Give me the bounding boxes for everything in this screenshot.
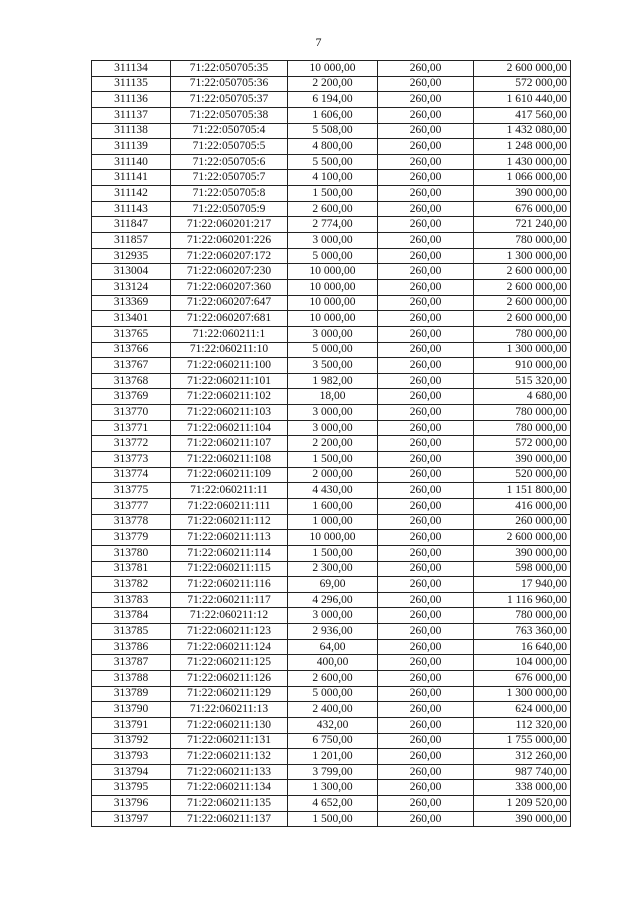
rate-cell: 260,00 (378, 702, 474, 718)
table-row (92, 389, 571, 405)
cadastral-number-cell: 71:22:050705:6 (171, 154, 288, 170)
table-row (92, 217, 571, 233)
rate-cell: 260,00 (378, 342, 474, 358)
record-id-cell: 313783 (92, 592, 171, 608)
cadastral-number-cell: 71:22:060211:133 (171, 764, 288, 780)
area-cell: 3 000,00 (288, 405, 378, 421)
cadastral-number-cell: 71:22:060207:230 (171, 264, 288, 280)
amount-cell: 987 740,00 (474, 764, 571, 780)
cadastral-number-cell: 71:22:060211:113 (171, 530, 288, 546)
rate-cell: 260,00 (378, 639, 474, 655)
table-row (92, 123, 571, 139)
cadastral-number-cell: 71:22:060211:134 (171, 780, 288, 796)
amount-cell: 1 432 080,00 (474, 123, 571, 139)
amount-cell: 416 000,00 (474, 498, 571, 514)
table-row (92, 420, 571, 436)
cadastral-number-cell: 71:22:060211:129 (171, 686, 288, 702)
area-cell: 4 800,00 (288, 139, 378, 155)
record-id-cell: 313772 (92, 436, 171, 452)
cadastral-number-cell: 71:22:060207:647 (171, 295, 288, 311)
table-row (92, 248, 571, 264)
area-cell: 10 000,00 (288, 311, 378, 327)
record-id-cell: 311847 (92, 217, 171, 233)
area-cell: 3 000,00 (288, 420, 378, 436)
amount-cell: 2 600 000,00 (474, 530, 571, 546)
amount-cell: 417 560,00 (474, 107, 571, 123)
area-cell: 1 000,00 (288, 514, 378, 530)
cadastral-number-cell: 71:22:060211:103 (171, 405, 288, 421)
record-id-cell: 313789 (92, 686, 171, 702)
table-row (92, 624, 571, 640)
record-id-cell: 313768 (92, 373, 171, 389)
table-row (92, 733, 571, 749)
table-row (92, 764, 571, 780)
record-id-cell: 313775 (92, 483, 171, 499)
area-cell: 2 400,00 (288, 702, 378, 718)
table-row (92, 796, 571, 812)
record-id-cell: 313779 (92, 530, 171, 546)
area-cell: 10 000,00 (288, 61, 378, 77)
cadastral-number-cell: 71:22:060211:101 (171, 373, 288, 389)
record-id-cell: 312935 (92, 248, 171, 264)
area-cell: 2 000,00 (288, 467, 378, 483)
rate-cell: 260,00 (378, 780, 474, 796)
table-row (92, 780, 571, 796)
amount-cell: 780 000,00 (474, 326, 571, 342)
record-id-cell: 313767 (92, 358, 171, 374)
table-row (92, 279, 571, 295)
area-cell: 2 200,00 (288, 436, 378, 452)
area-cell: 3 000,00 (288, 326, 378, 342)
area-cell: 2 936,00 (288, 624, 378, 640)
cadastral-number-cell: 71:22:060201:226 (171, 233, 288, 249)
record-id-cell: 313766 (92, 342, 171, 358)
amount-cell: 2 600 000,00 (474, 61, 571, 77)
area-cell: 3 000,00 (288, 608, 378, 624)
amount-cell: 676 000,00 (474, 670, 571, 686)
amount-cell: 1 430 000,00 (474, 154, 571, 170)
rate-cell: 260,00 (378, 107, 474, 123)
cadastral-number-cell: 71:22:060211:108 (171, 452, 288, 468)
area-cell: 1 606,00 (288, 107, 378, 123)
amount-cell: 520 000,00 (474, 467, 571, 483)
table-row (92, 201, 571, 217)
amount-cell: 1 300 000,00 (474, 342, 571, 358)
rate-cell: 260,00 (378, 686, 474, 702)
area-cell: 69,00 (288, 577, 378, 593)
record-id-cell: 311135 (92, 76, 171, 92)
table-row (92, 702, 571, 718)
table-row (92, 686, 571, 702)
record-id-cell: 311138 (92, 123, 171, 139)
record-id-cell: 313792 (92, 733, 171, 749)
record-id-cell: 313773 (92, 452, 171, 468)
table-row (92, 61, 571, 77)
cadastral-number-cell: 71:22:050705:7 (171, 170, 288, 186)
record-id-cell: 313769 (92, 389, 171, 405)
cadastral-number-cell: 71:22:060211:1 (171, 326, 288, 342)
rate-cell: 260,00 (378, 796, 474, 812)
cadastral-number-cell: 71:22:060211:12 (171, 608, 288, 624)
record-id-cell: 311143 (92, 201, 171, 217)
rate-cell: 260,00 (378, 295, 474, 311)
cadastral-number-cell: 71:22:060211:112 (171, 514, 288, 530)
amount-cell: 16 640,00 (474, 639, 571, 655)
area-cell: 10 000,00 (288, 530, 378, 546)
rate-cell: 260,00 (378, 624, 474, 640)
area-cell: 1 500,00 (288, 452, 378, 468)
table-row (92, 467, 571, 483)
record-id-cell: 313369 (92, 295, 171, 311)
rate-cell: 260,00 (378, 311, 474, 327)
table-row (92, 295, 571, 311)
table-row (92, 749, 571, 765)
table-row (92, 577, 571, 593)
area-cell: 6 750,00 (288, 733, 378, 749)
cadastral-number-cell: 71:22:060211:107 (171, 436, 288, 452)
cadastral-number-cell: 71:22:060211:114 (171, 545, 288, 561)
record-id-cell: 313780 (92, 545, 171, 561)
record-id-cell: 313793 (92, 749, 171, 765)
table-row (92, 655, 571, 671)
amount-cell: 2 600 000,00 (474, 295, 571, 311)
rate-cell: 260,00 (378, 749, 474, 765)
table-row (92, 639, 571, 655)
amount-cell: 624 000,00 (474, 702, 571, 718)
cadastral-number-cell: 71:22:060211:13 (171, 702, 288, 718)
rate-cell: 260,00 (378, 405, 474, 421)
cadastral-number-cell: 71:22:060211:115 (171, 561, 288, 577)
area-cell: 5 000,00 (288, 686, 378, 702)
rate-cell: 260,00 (378, 92, 474, 108)
land-registry-table (91, 60, 571, 827)
rate-cell: 260,00 (378, 764, 474, 780)
area-cell: 5 000,00 (288, 248, 378, 264)
cadastral-number-cell: 71:22:050705:8 (171, 186, 288, 202)
rate-cell: 260,00 (378, 170, 474, 186)
amount-cell: 676 000,00 (474, 201, 571, 217)
area-cell: 4 652,00 (288, 796, 378, 812)
area-cell: 1 982,00 (288, 373, 378, 389)
rate-cell: 260,00 (378, 420, 474, 436)
record-id-cell: 313784 (92, 608, 171, 624)
table-row (92, 498, 571, 514)
rate-cell: 260,00 (378, 217, 474, 233)
table-row (92, 264, 571, 280)
record-id-cell: 313797 (92, 811, 171, 827)
area-cell: 2 774,00 (288, 217, 378, 233)
area-cell: 5 500,00 (288, 154, 378, 170)
rate-cell: 260,00 (378, 514, 474, 530)
area-cell: 18,00 (288, 389, 378, 405)
area-cell: 432,00 (288, 717, 378, 733)
record-id-cell: 313787 (92, 655, 171, 671)
table-row (92, 608, 571, 624)
rate-cell: 260,00 (378, 608, 474, 624)
amount-cell: 390 000,00 (474, 452, 571, 468)
cadastral-number-cell: 71:22:050705:9 (171, 201, 288, 217)
area-cell: 10 000,00 (288, 264, 378, 280)
record-id-cell: 311137 (92, 107, 171, 123)
cadastral-number-cell: 71:22:060211:102 (171, 389, 288, 405)
record-id-cell: 313401 (92, 311, 171, 327)
table-row (92, 154, 571, 170)
rate-cell: 260,00 (378, 452, 474, 468)
cadastral-number-cell: 71:22:050705:5 (171, 139, 288, 155)
rate-cell: 260,00 (378, 655, 474, 671)
amount-cell: 1 209 520,00 (474, 796, 571, 812)
area-cell: 1 500,00 (288, 811, 378, 827)
record-id-cell: 313782 (92, 577, 171, 593)
cadastral-number-cell: 71:22:060211:135 (171, 796, 288, 812)
rate-cell: 260,00 (378, 264, 474, 280)
rate-cell: 260,00 (378, 670, 474, 686)
amount-cell: 1 755 000,00 (474, 733, 571, 749)
record-id-cell: 313781 (92, 561, 171, 577)
amount-cell: 390 000,00 (474, 186, 571, 202)
table-row (92, 358, 571, 374)
table-row (92, 405, 571, 421)
amount-cell: 572 000,00 (474, 436, 571, 452)
cadastral-number-cell: 71:22:060211:109 (171, 467, 288, 483)
rate-cell: 260,00 (378, 592, 474, 608)
record-id-cell: 313771 (92, 420, 171, 436)
cadastral-number-cell: 71:22:060211:104 (171, 420, 288, 436)
area-cell: 1 500,00 (288, 186, 378, 202)
cadastral-number-cell: 71:22:060211:116 (171, 577, 288, 593)
cadastral-number-cell: 71:22:060211:132 (171, 749, 288, 765)
rate-cell: 260,00 (378, 358, 474, 374)
record-id-cell: 313777 (92, 498, 171, 514)
rate-cell: 260,00 (378, 279, 474, 295)
cadastral-number-cell: 71:22:060211:10 (171, 342, 288, 358)
area-cell: 1 201,00 (288, 749, 378, 765)
table-row (92, 326, 571, 342)
record-id-cell: 313774 (92, 467, 171, 483)
table-row (92, 186, 571, 202)
record-id-cell: 313790 (92, 702, 171, 718)
table-row (92, 76, 571, 92)
area-cell: 4 430,00 (288, 483, 378, 499)
rate-cell: 260,00 (378, 201, 474, 217)
table-row (92, 92, 571, 108)
record-id-cell: 313124 (92, 279, 171, 295)
amount-cell: 1 116 960,00 (474, 592, 571, 608)
cadastral-number-cell: 71:22:060211:124 (171, 639, 288, 655)
rate-cell: 260,00 (378, 436, 474, 452)
area-cell: 2 300,00 (288, 561, 378, 577)
area-cell: 3 500,00 (288, 358, 378, 374)
amount-cell: 572 000,00 (474, 76, 571, 92)
amount-cell: 1 248 000,00 (474, 139, 571, 155)
amount-cell: 910 000,00 (474, 358, 571, 374)
rate-cell: 260,00 (378, 733, 474, 749)
table-body (92, 61, 571, 827)
record-id-cell: 311140 (92, 154, 171, 170)
cadastral-number-cell: 71:22:060207:360 (171, 279, 288, 295)
cadastral-number-cell: 71:22:060207:172 (171, 248, 288, 264)
rate-cell: 260,00 (378, 139, 474, 155)
rate-cell: 260,00 (378, 326, 474, 342)
cadastral-number-cell: 71:22:050705:37 (171, 92, 288, 108)
table-row (92, 436, 571, 452)
area-cell: 400,00 (288, 655, 378, 671)
table-row (92, 311, 571, 327)
cadastral-number-cell: 71:22:060211:123 (171, 624, 288, 640)
rate-cell: 260,00 (378, 61, 474, 77)
record-id-cell: 313785 (92, 624, 171, 640)
table-row (92, 811, 571, 827)
cadastral-number-cell: 71:22:060211:130 (171, 717, 288, 733)
rate-cell: 260,00 (378, 373, 474, 389)
area-cell: 4 296,00 (288, 592, 378, 608)
area-cell: 6 194,00 (288, 92, 378, 108)
table-row (92, 561, 571, 577)
record-id-cell: 313786 (92, 639, 171, 655)
table-row (92, 530, 571, 546)
area-cell: 64,00 (288, 639, 378, 655)
rate-cell: 260,00 (378, 389, 474, 405)
amount-cell: 780 000,00 (474, 420, 571, 436)
rate-cell: 260,00 (378, 577, 474, 593)
table-row (92, 483, 571, 499)
amount-cell: 1 300 000,00 (474, 686, 571, 702)
area-cell: 10 000,00 (288, 295, 378, 311)
table-row (92, 170, 571, 186)
table-row (92, 717, 571, 733)
amount-cell: 338 000,00 (474, 780, 571, 796)
amount-cell: 1 151 800,00 (474, 483, 571, 499)
table-row (92, 514, 571, 530)
cadastral-number-cell: 71:22:060211:117 (171, 592, 288, 608)
rate-cell: 260,00 (378, 498, 474, 514)
amount-cell: 104 000,00 (474, 655, 571, 671)
amount-cell: 390 000,00 (474, 545, 571, 561)
area-cell: 2 600,00 (288, 670, 378, 686)
cadastral-number-cell: 71:22:060201:217 (171, 217, 288, 233)
record-id-cell: 313788 (92, 670, 171, 686)
rate-cell: 260,00 (378, 233, 474, 249)
rate-cell: 260,00 (378, 186, 474, 202)
amount-cell: 1 610 440,00 (474, 92, 571, 108)
area-cell: 1 600,00 (288, 498, 378, 514)
amount-cell: 2 600 000,00 (474, 311, 571, 327)
record-id-cell: 313765 (92, 326, 171, 342)
amount-cell: 780 000,00 (474, 233, 571, 249)
amount-cell: 4 680,00 (474, 389, 571, 405)
rate-cell: 260,00 (378, 467, 474, 483)
record-id-cell: 313770 (92, 405, 171, 421)
amount-cell: 2 600 000,00 (474, 264, 571, 280)
record-id-cell: 313794 (92, 764, 171, 780)
amount-cell: 260 000,00 (474, 514, 571, 530)
cadastral-number-cell: 71:22:060211:125 (171, 655, 288, 671)
cadastral-number-cell: 71:22:060211:137 (171, 811, 288, 827)
area-cell: 5 508,00 (288, 123, 378, 139)
rate-cell: 260,00 (378, 811, 474, 827)
cadastral-number-cell: 71:22:060211:126 (171, 670, 288, 686)
rate-cell: 260,00 (378, 123, 474, 139)
rate-cell: 260,00 (378, 483, 474, 499)
cadastral-number-cell: 71:22:050705:35 (171, 61, 288, 77)
area-cell: 2 200,00 (288, 76, 378, 92)
table-row (92, 233, 571, 249)
record-id-cell: 311141 (92, 170, 171, 186)
amount-cell: 515 320,00 (474, 373, 571, 389)
table-row (92, 342, 571, 358)
table-row (92, 107, 571, 123)
rate-cell: 260,00 (378, 154, 474, 170)
record-id-cell: 311134 (92, 61, 171, 77)
amount-cell: 112 320,00 (474, 717, 571, 733)
page-number: 7 (315, 35, 322, 49)
record-id-cell: 311857 (92, 233, 171, 249)
record-id-cell: 311139 (92, 139, 171, 155)
amount-cell: 780 000,00 (474, 608, 571, 624)
amount-cell: 17 940,00 (474, 577, 571, 593)
table-row (92, 592, 571, 608)
amount-cell: 1 066 000,00 (474, 170, 571, 186)
area-cell: 1 300,00 (288, 780, 378, 796)
rate-cell: 260,00 (378, 530, 474, 546)
rate-cell: 260,00 (378, 248, 474, 264)
amount-cell: 598 000,00 (474, 561, 571, 577)
record-id-cell: 311142 (92, 186, 171, 202)
area-cell: 3 799,00 (288, 764, 378, 780)
area-cell: 5 000,00 (288, 342, 378, 358)
area-cell: 2 600,00 (288, 201, 378, 217)
table-row (92, 373, 571, 389)
record-id-cell: 313796 (92, 796, 171, 812)
amount-cell: 780 000,00 (474, 405, 571, 421)
amount-cell: 1 300 000,00 (474, 248, 571, 264)
record-id-cell: 313778 (92, 514, 171, 530)
rate-cell: 260,00 (378, 545, 474, 561)
cadastral-number-cell: 71:22:060211:100 (171, 358, 288, 374)
amount-cell: 312 260,00 (474, 749, 571, 765)
cadastral-number-cell: 71:22:050705:38 (171, 107, 288, 123)
record-id-cell: 313795 (92, 780, 171, 796)
rate-cell: 260,00 (378, 561, 474, 577)
area-cell: 3 000,00 (288, 233, 378, 249)
amount-cell: 2 600 000,00 (474, 279, 571, 295)
cadastral-number-cell: 71:22:060211:11 (171, 483, 288, 499)
amount-cell: 721 240,00 (474, 217, 571, 233)
record-id-cell: 313791 (92, 717, 171, 733)
rate-cell: 260,00 (378, 717, 474, 733)
area-cell: 1 500,00 (288, 545, 378, 561)
cadastral-number-cell: 71:22:060211:111 (171, 498, 288, 514)
cadastral-number-cell: 71:22:050705:4 (171, 123, 288, 139)
table-row (92, 139, 571, 155)
table-row (92, 452, 571, 468)
area-cell: 10 000,00 (288, 279, 378, 295)
rate-cell: 260,00 (378, 76, 474, 92)
table-row (92, 545, 571, 561)
cadastral-number-cell: 71:22:060207:681 (171, 311, 288, 327)
record-id-cell: 313004 (92, 264, 171, 280)
cadastral-number-cell: 71:22:060211:131 (171, 733, 288, 749)
amount-cell: 390 000,00 (474, 811, 571, 827)
record-id-cell: 311136 (92, 92, 171, 108)
amount-cell: 763 360,00 (474, 624, 571, 640)
cadastral-number-cell: 71:22:050705:36 (171, 76, 288, 92)
area-cell: 4 100,00 (288, 170, 378, 186)
table-row (92, 670, 571, 686)
